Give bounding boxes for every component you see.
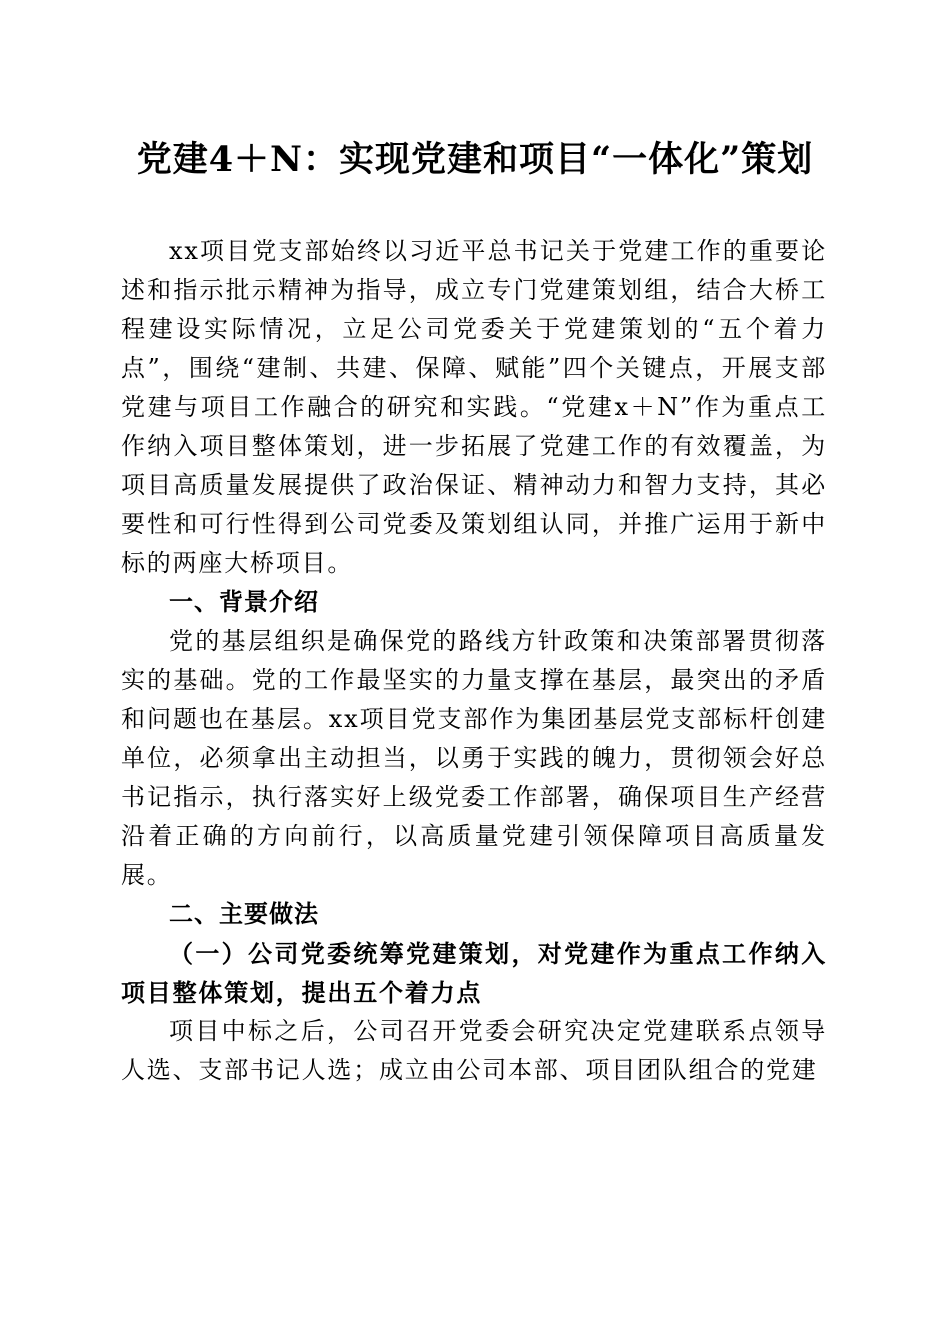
- subsection-heading-1: （一）公司党委统筹党建策划，对党建作为重点工作纳入项目整体策划，提出五个着力点: [121, 939, 827, 1007]
- document-body: [121, 232, 827, 1090]
- document-title: 党建4＋N：实现党建和项目“一体化”策划: [136, 139, 814, 180]
- section-heading-main-practices: 二、主要做法: [169, 900, 319, 928]
- background-paragraph: 党的基层组织是确保党的路线方针政策和决策部署贯彻落实的基础。党的工作最坚实的力量支撑在基层，最突出的矛盾和问题也在基层。xx项目党支部作为集团基层党支部标杆创建单位，必须拿出主动担当，以勇于实践的魄力，贯彻领会好总书记指示，执行落实好上级党委工作部署，确保项目生产经营沿着正确的方向前行，以高质量党建引领保障项目高质量发展。: [121, 627, 827, 889]
- main-practices-paragraph: 项目中标之后，公司召开党委会研究决定党建联系点领导人选、支部书记人选；成立由公司本部、项目团队组合的党建: [121, 1017, 827, 1084]
- intro-paragraph: xx项目党支部始终以习近平总书记关于党建工作的重要论述和指示批示精神为指导，成立专门党建策划组，结合大桥工程建设实际情况，立足公司党委关于党建策划的“五个着力点”，围绕“建制、共建、保障、赋能”四个关键点，开展支部党建与项目工作融合的研究和实践。“党建x＋N”作为重点工作纳入项目整体策划，进一步拓展了党建工作的有效覆盖，为项目高质量发展提供了政治保证、精神动力和智力支持，其必要性和可行性得到公司党委及策划组认同，并推广运用于新中标的两座大桥项目。: [121, 237, 827, 577]
- section-heading-background: 一、背景介绍: [169, 588, 319, 616]
